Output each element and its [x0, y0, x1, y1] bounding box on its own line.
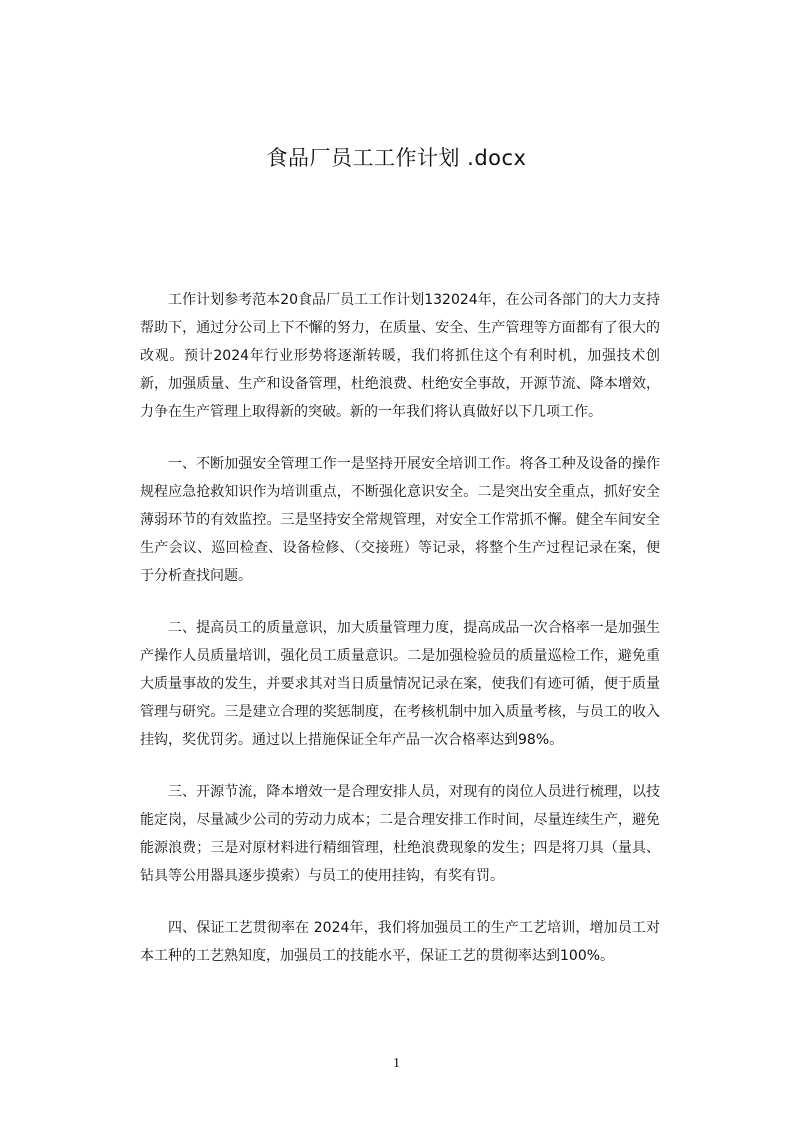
page-number: 1: [393, 1056, 400, 1071]
paragraph-intro: 工作计划参考范本20食品厂员工工作计划132024年，在公司各部门的大力支持帮助下，通过分公司上下不懈的努力，在质量、安全、生产管理等方面都有了很大的改观。预计2024年行业形势将逐渐转暖，我们将抓住这个有利时机，加强技术创新，加强质量、生产和设备管理，杜绝浪费、杜绝安全事故，开源节流、降本增效，力争在生产管理上取得新的突破。新的一年我们将认真做好以下几项工作。: [140, 292, 660, 420]
paragraph-process: 四、保证工艺贯彻率在 2024年，我们将加强员工的生产工艺培训，增加员工对本工种的工艺熟知度，加强员工的技能水平，保证工艺的贯彻率达到100%。: [140, 920, 660, 964]
paragraph-quality: 二、提高员工的质量意识，加大质量管理力度，提高成品一次合格率一是加强生产操作人员质量培训，强化员工质量意识。二是加强检验员的质量巡检工作，避免重大质量事故的发生，并要求其对当日质量情况记录在案，使我们有迹可循，便于质量管理与研究。三是建立合理的奖惩制度，在考核机制中加入质量考核，与员工的收入挂钩，奖优罚劣。通过以上措施保证全年产品一次合格率达到98%。: [140, 620, 660, 748]
paragraph-cost: 三、开源节流，降本增效一是合理安排人员，对现有的岗位人员进行梳理，以技能定岗，尽量减少公司的劳动力成本；二是合理安排工作时间，尽量连续生产，避免能源浪费；三是对原材料进行精细管理，杜绝浪费现象的发生；四是将刀具（量具、钻具等公用器具逐步摸索）与员工的使用挂钩，有奖有罚。: [140, 784, 660, 884]
paragraph-safety: 一、不断加强安全管理工作一是坚持开展安全培训工作。将各工种及设备的操作规程应急抢救知识作为培训重点，不断强化意识安全。二是突出安全重点，抓好安全薄弱环节的有效监控。三是坚持安全常规管理，对安全工作常抓不懈。健全车间安全生产会议、巡回检查、设备检修、（交接班）等记录，将整个生产过程记录在案，便于分析查找问题。: [140, 456, 660, 584]
document-body: [140, 286, 660, 994]
document-title: 食品厂员工工作计划 .docx: [266, 146, 527, 170]
